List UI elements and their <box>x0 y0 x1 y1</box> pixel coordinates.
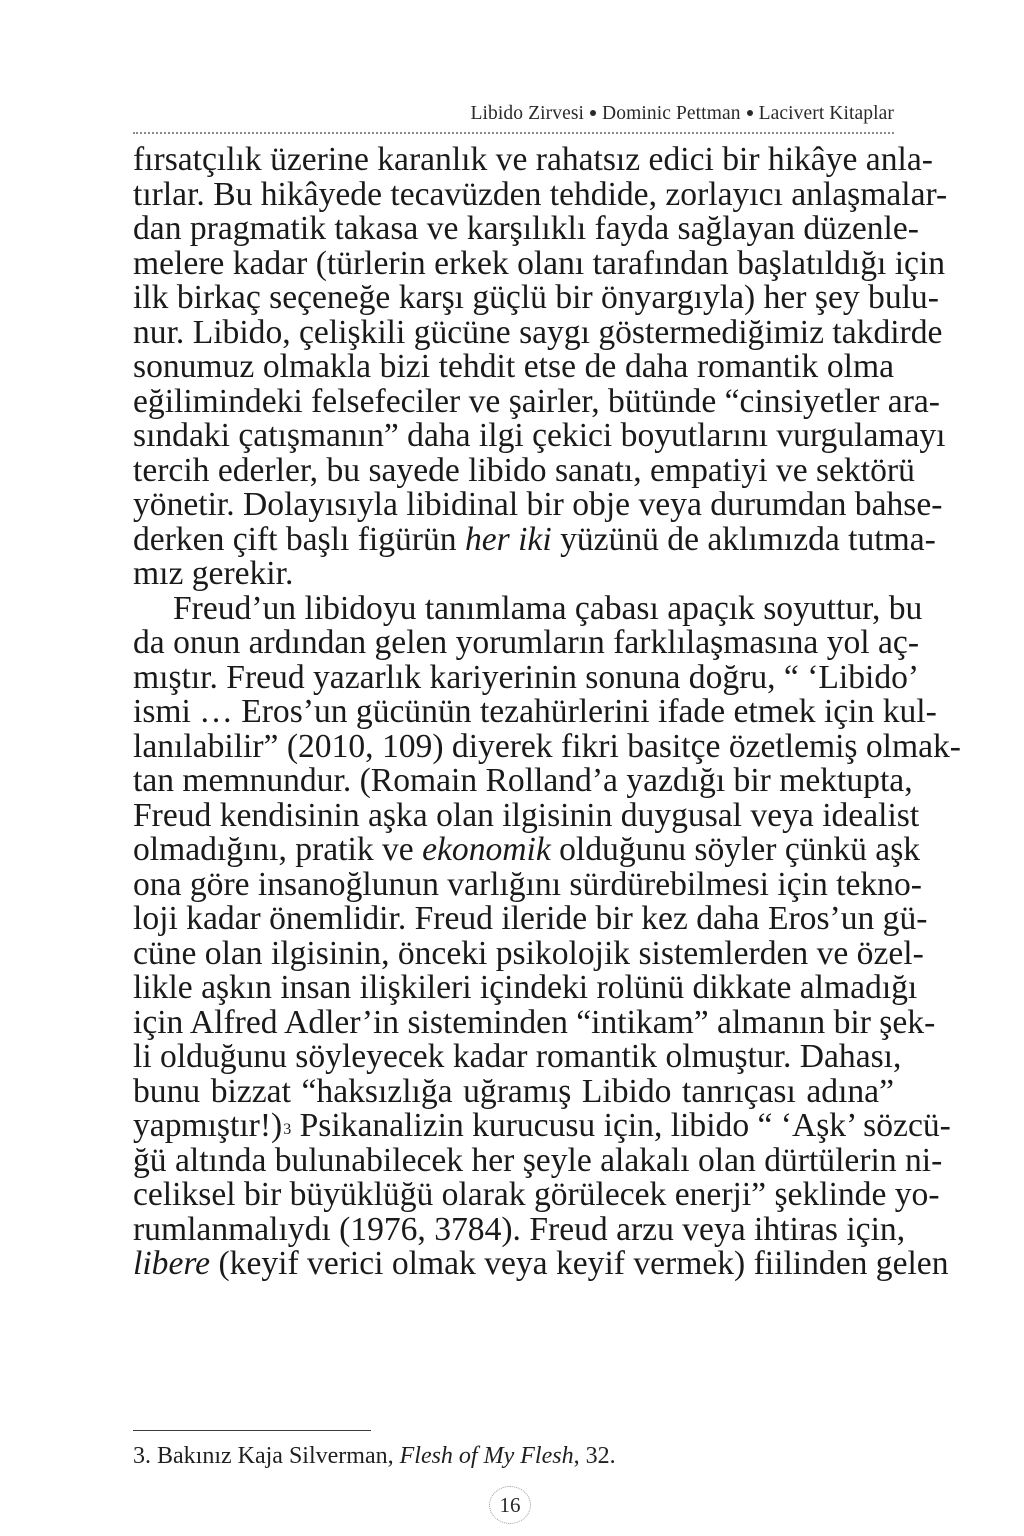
text-line: loji kadar önemlidir. Freud ileride bir kez daha Eros’un gü- <box>133 900 928 937</box>
text-line <box>133 831 921 868</box>
text-line: rumlanmalıydı (1976, 3784). Freud arzu veya ihtiras için, <box>133 1210 906 1248</box>
text-line: dan pragmatik takasa ve karşılıklı fayda sağlayan düzenle- <box>133 210 919 247</box>
text-segment: Psikanalizin kurucusu için, libido “ ‘Aşk’ sözcü- <box>291 1107 951 1144</box>
text-line: mız gerekir. <box>133 555 294 592</box>
text-line: Freud kendisinin aşka olan ilgisinin duygusal veya idealist <box>133 796 920 834</box>
text-line: sonumuz olmakla bizi tehdit etse de daha romantik olma <box>133 348 894 385</box>
footnote-text: 3. Bakınız Kaja Silverman, <box>133 1443 400 1469</box>
text-segment: yüzünü de aklımızda tutma- <box>551 520 936 558</box>
text-line: ismi … Eros’un gücünün tezahürlerini ifade etmek için kul- <box>133 693 937 730</box>
running-header <box>133 103 894 131</box>
text-line: celiksel bir büyüklüğü olarak görülecek enerji” şeklinde yo- <box>133 1176 940 1213</box>
bullet-separator <box>590 110 596 116</box>
page-number: 16 <box>485 1486 535 1524</box>
text-segment: (keyif verici olmak veya keyif vermek) fiilinden gelen <box>210 1245 949 1282</box>
text-line: ona göre insanoğlunun varlığını sürdürebilmesi için tekno- <box>133 865 922 903</box>
author-name: Dominic Pettman <box>602 103 741 124</box>
text-line: fırsatçılık üzerine karanlık ve rahatsız edici bir hikâye anla- <box>133 141 933 178</box>
text-line: tırlar. Bu hikâyede tecavüzden tehdide, zorlayıcı anlaşmalar- <box>133 175 948 213</box>
text-line: yönetir. Dolayısıyla libidinal bir obje veya durumdan bahse- <box>133 486 943 523</box>
text-line: bunu bizzat “haksızlığa uğramış Libido tanrıçası adına” <box>133 1072 894 1110</box>
text-line: da onun ardından gelen yorumların farklılaşmasına yol aç- <box>133 624 920 661</box>
body-text <box>133 141 961 1282</box>
book-title: Libido Zirvesi <box>470 103 585 124</box>
italic-emphasis: ekonomik <box>422 831 551 868</box>
footnote-book-title: Flesh of My Flesh <box>399 1443 574 1469</box>
text-line: ilk birkaç seçeneğe karşı güçlü bir önyargıyla) her şey bulu- <box>133 279 939 316</box>
paragraph-first-line: Freud’un libidoyu tanımlama çabası apaçık soyuttur, bu <box>173 589 923 627</box>
text-line <box>133 1245 949 1282</box>
text-segment: yapmıştır!) <box>133 1107 283 1144</box>
text-line: tercih ederler, bu sayede libido sanatı, empatiyi ve sektörü <box>133 451 915 489</box>
footnote <box>133 1441 894 1471</box>
text-segment: olduğunu söyler çünkü aşk <box>550 831 921 868</box>
footnote-page: , 32. <box>573 1443 616 1469</box>
italic-emphasis: libere <box>133 1245 211 1282</box>
text-line: tan memnundur. (Romain Rolland’a yazdığı bir mektupta, <box>133 762 913 799</box>
text-line: melere kadar (türlerin erkek olanı tarafından başlatıldığı için <box>133 244 946 282</box>
footnote-reference[interactable]: 3 <box>283 1121 292 1138</box>
text-line <box>133 1107 951 1144</box>
text-line: nur. Libido, çelişkili gücüne saygı göstermediğimiz takdirde <box>133 313 943 351</box>
italic-emphasis: her iki <box>464 520 552 558</box>
publisher-name: Lacivert Kitaplar <box>758 103 894 124</box>
footnote-divider <box>133 1430 371 1431</box>
text-line: mıştır. Freud yazarlık kariyerinin sonuna doğru, “ ‘Libido’ <box>133 658 920 696</box>
text-line: sındaki çatışmanın” daha ilgi çekici boyutlarını vurgulamayı <box>133 417 946 454</box>
text-line: ğü altında bulunabilecek her şeyle alakalı olan dürtülerin ni- <box>133 1141 943 1179</box>
text-segment: derken çift başlı figürün <box>133 520 465 558</box>
text-line: likle aşkın insan ilişkileri içindeki rolünü dikkate almadığı <box>133 969 918 1006</box>
bullet-separator <box>747 110 753 116</box>
text-line: lanılabilir” (2010, 109) diyerek fikri basitçe özetlemiş olmak- <box>133 727 961 765</box>
text-line: cüne olan ilgisinin, önceki psikolojik sistemlerden ve özel- <box>133 934 924 972</box>
text-line <box>133 520 936 558</box>
text-line: için Alfred Adler’in sisteminden “intikam” almanın bir şek- <box>133 1003 936 1041</box>
header-divider <box>133 132 894 134</box>
text-line: li olduğunu söyleyecek kadar romantik olmuştur. Dahası, <box>133 1038 902 1075</box>
text-line: eğilimindeki felsefeciler ve şairler, bütünde “cinsiyetler ara- <box>133 382 940 420</box>
text-segment: olmadığını, pratik ve <box>133 831 423 868</box>
